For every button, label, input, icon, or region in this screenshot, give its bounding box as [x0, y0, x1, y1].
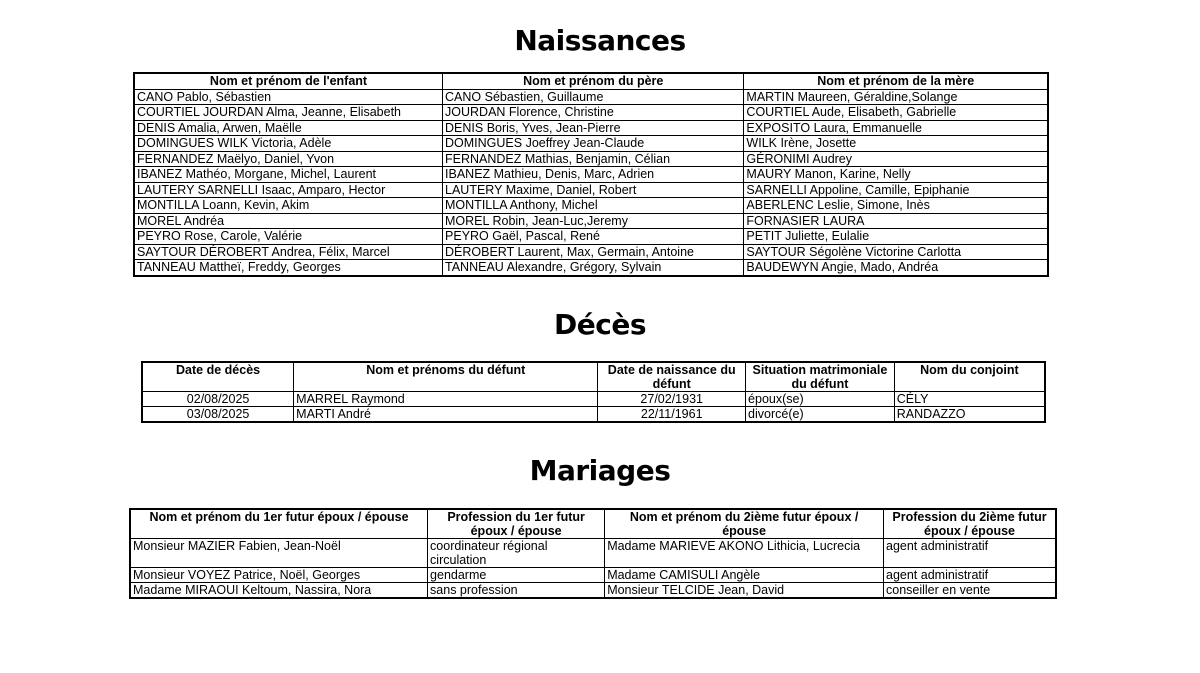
column-header: Nom et prénom de la mère: [744, 73, 1048, 89]
table-cell: MAURY Manon, Karine, Nelly: [744, 167, 1048, 183]
table-cell: DÉROBERT Laurent, Max, Germain, Antoine: [443, 244, 744, 260]
table-cell: 02/08/2025: [142, 392, 294, 407]
table-row: [134, 260, 1048, 276]
table-cell: MOREL Andréa: [134, 213, 443, 229]
table-cell: Monsieur MAZIER Fabien, Jean-Noël: [130, 539, 428, 568]
table-header-row: [134, 73, 1048, 89]
table-cell: Monsieur VOYEZ Patrice, Noël, Georges: [130, 568, 428, 583]
table-cell: FERNANDEZ Maëlyo, Daniel, Yvon: [134, 151, 443, 167]
table-cell: EXPOSITO Laura, Emmanuelle: [744, 120, 1048, 136]
column-header: Nom et prénom du père: [443, 73, 744, 89]
table-cell: LAUTERY Maxime, Daniel, Robert: [443, 182, 744, 198]
table-row: [134, 120, 1048, 136]
table-cell: SARNELLI Appoline, Camille, Epiphanie: [744, 182, 1048, 198]
table-cell: Madame CAMISULI Angèle: [605, 568, 884, 583]
table-cell: époux(se): [746, 392, 895, 407]
table-cell: IBANEZ Mathéo, Morgane, Michel, Laurent: [134, 167, 443, 183]
table-cell: IBANEZ Mathieu, Denis, Marc, Adrien: [443, 167, 744, 183]
table-cell: JOURDAN Florence, Christine: [443, 105, 744, 121]
table-cell: agent administratif: [884, 568, 1057, 583]
table-cell: ABERLENC Leslie, Simone, Inès: [744, 198, 1048, 214]
table-cell: MARTIN Maureen, Géraldine,Solange: [744, 89, 1048, 105]
table-cell: 22/11/1961: [598, 407, 746, 423]
table-cell: DOMINGUES Joeffrey Jean-Claude: [443, 136, 744, 152]
table-cell: Madame MIRAOUI Keltoum, Nassira, Nora: [130, 583, 428, 599]
table-cell: FORNASIER LAURA: [744, 213, 1048, 229]
table-cell: COURTIEL JOURDAN Alma, Jeanne, Elisabeth: [134, 105, 443, 121]
table-cell: PETIT Juliette, Eulalie: [744, 229, 1048, 245]
table-row: [134, 105, 1048, 121]
table-cell: CÉLY: [894, 392, 1045, 407]
table-cell: Monsieur TELCIDE Jean, David: [605, 583, 884, 599]
table-row: [134, 89, 1048, 105]
table-cell: RANDAZZO: [894, 407, 1045, 423]
column-header: Nom et prénoms du défunt: [294, 362, 598, 392]
deces-table: [141, 361, 1046, 423]
naissances-title: Naissances: [514, 24, 686, 57]
table-cell: TANNEAU Mattheï, Freddy, Georges: [134, 260, 443, 276]
table-row: [134, 229, 1048, 245]
table-row: [134, 213, 1048, 229]
table-row: [134, 151, 1048, 167]
table-cell: MOREL Robin, Jean-Luc,Jeremy: [443, 213, 744, 229]
table-cell: 03/08/2025: [142, 407, 294, 423]
table-cell: CANO Pablo, Sébastien: [134, 89, 443, 105]
table-cell: agent administratif: [884, 539, 1057, 568]
column-header: Date de naissance du défunt: [598, 362, 746, 392]
table-header-row: [130, 509, 1056, 539]
table-row: [134, 182, 1048, 198]
table-cell: sans profession: [428, 583, 605, 599]
table-cell: MARTI André: [294, 407, 598, 423]
table-cell: DOMINGUES WILK Victoria, Adèle: [134, 136, 443, 152]
naissances-table: [133, 72, 1049, 277]
column-header: Situation matrimoniale du défunt: [746, 362, 895, 392]
table-cell: gendarme: [428, 568, 605, 583]
column-header: Nom et prénom du 2ième futur époux / épouse: [605, 509, 884, 539]
table-cell: COURTIEL Aude, Elisabeth, Gabrielle: [744, 105, 1048, 121]
table-cell: WILK Irène, Josette: [744, 136, 1048, 152]
table-row: [134, 198, 1048, 214]
table-row: [134, 136, 1048, 152]
table-cell: TANNEAU Alexandre, Grégory, Sylvain: [443, 260, 744, 276]
table-cell: SAYTOUR Ségolène Victorine Carlotta: [744, 244, 1048, 260]
table-cell: PEYRO Gaël, Pascal, René: [443, 229, 744, 245]
table-cell: conseiller en vente: [884, 583, 1057, 599]
column-header: Date de décès: [142, 362, 294, 392]
column-header: Nom du conjoint: [894, 362, 1045, 392]
table-cell: divorcé(e): [746, 407, 895, 423]
mariages-title: Mariages: [529, 454, 671, 487]
table-cell: FERNANDEZ Mathias, Benjamin, Célian: [443, 151, 744, 167]
table-row: [130, 539, 1056, 568]
table-row: [130, 568, 1056, 583]
table-cell: MONTILLA Loann, Kevin, Akim: [134, 198, 443, 214]
table-cell: DENIS Amalia, Arwen, Maëlle: [134, 120, 443, 136]
table-cell: MARREL Raymond: [294, 392, 598, 407]
deces-title: Décès: [554, 308, 646, 341]
table-cell: BAUDEWYN Angie, Mado, Andréa: [744, 260, 1048, 276]
table-cell: CANO Sébastien, Guillaume: [443, 89, 744, 105]
table-cell: PEYRO Rose, Carole, Valérie: [134, 229, 443, 245]
table-row: [134, 244, 1048, 260]
column-header: Profession du 1er futur époux / épouse: [428, 509, 605, 539]
table-cell: DENIS Boris, Yves, Jean-Pierre: [443, 120, 744, 136]
table-row: [134, 167, 1048, 183]
column-header: Nom et prénom de l'enfant: [134, 73, 443, 89]
table-cell: SAYTOUR DÉROBERT Andrea, Félix, Marcel: [134, 244, 443, 260]
table-cell: coordinateur régional circulation: [428, 539, 605, 568]
mariages-table: [129, 508, 1057, 599]
table-cell: GÉRONIMI Audrey: [744, 151, 1048, 167]
column-header: Nom et prénom du 1er futur époux / épouse: [130, 509, 428, 539]
table-cell: LAUTERY SARNELLI Isaac, Amparo, Hector: [134, 182, 443, 198]
table-cell: Madame MARIEVE AKONO Lithicia, Lucrecia: [605, 539, 884, 568]
column-header: Profession du 2ième futur époux / épouse: [884, 509, 1057, 539]
table-cell: 27/02/1931: [598, 392, 746, 407]
table-row: [130, 583, 1056, 599]
table-cell: MONTILLA Anthony, Michel: [443, 198, 744, 214]
table-row: [142, 407, 1045, 423]
table-header-row: [142, 362, 1045, 392]
table-row: [142, 392, 1045, 407]
